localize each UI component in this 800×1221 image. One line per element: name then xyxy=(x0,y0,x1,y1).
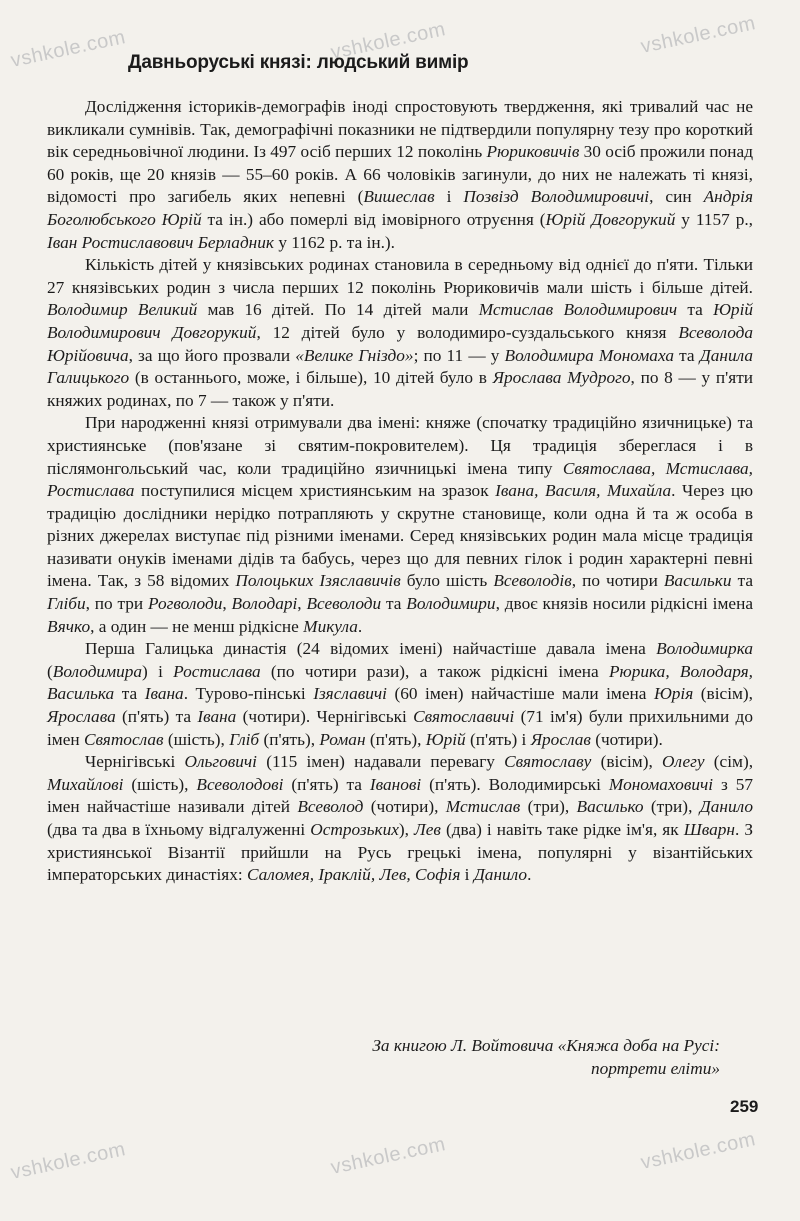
italic-name: Мстислав xyxy=(445,797,521,817)
paragraph xyxy=(47,412,753,638)
watermark-text: vshkole.com xyxy=(8,1138,128,1184)
text-run: (три), xyxy=(520,797,577,817)
text-run: (71 ім'я) були прихильними до імен xyxy=(47,707,753,749)
text-run: і xyxy=(460,865,474,885)
italic-name: Івана xyxy=(197,707,237,727)
source-line: За книгою Л. Войтовича «Княжа доба на Русі: xyxy=(372,1036,720,1055)
italic-name: Олегу xyxy=(662,752,705,772)
italic-name: Всеволод xyxy=(297,797,364,817)
text-run: ( xyxy=(47,661,53,681)
paragraph xyxy=(47,638,753,751)
italic-name: Святослава, Мстислава, Ростислава xyxy=(47,458,753,501)
italic-name: Позвізд Володимировичі xyxy=(463,187,650,207)
italic-name: Іванові xyxy=(369,774,422,794)
text-run: (п'ять) і xyxy=(465,729,531,749)
text-run: у 1157 р., xyxy=(675,209,753,229)
text-run: (шість), xyxy=(123,774,197,794)
watermark-text: vshkole.com xyxy=(8,26,128,72)
italic-name: Святославу xyxy=(504,752,592,772)
text-run: і xyxy=(434,187,464,207)
article-body xyxy=(47,96,753,887)
text-run: , xyxy=(297,594,307,614)
italic-name: Всеволодові xyxy=(196,774,284,794)
text-run: (в останнього, може, і більше), 10 дітей було в xyxy=(129,368,493,388)
italic-name: Володарі xyxy=(231,594,298,614)
text-run: та xyxy=(381,594,407,614)
text-run: (сім), xyxy=(704,752,754,772)
text-run: з 57 імен найчастіше називали дітей xyxy=(47,774,754,817)
text-run: у 1162 р. та ін.). xyxy=(274,232,396,252)
italic-name: Ізяславичі xyxy=(313,684,387,704)
italic-name: Данила Галицького xyxy=(47,345,753,388)
text-run: та xyxy=(674,345,700,365)
text-run: Кількість дітей у князівських родинах становила в середньому від однієї до п'яти. Тільки 27 князівських родин з числа перших 12 поколінь Рюриковичів мали шість і більше дітей. xyxy=(47,255,753,297)
text-run: (чотири). xyxy=(590,729,663,749)
text-run: ) і xyxy=(142,661,174,681)
text-run: поступилися місцем християнським на зразок xyxy=(134,481,496,501)
text-run: Дослідження істориків-демографів іноді спростовують твердження, які тривалий час не викликали сумнівів. Так, демографічні показники не підтвердили популярну тезу про короткий вік середньовічної людини. Із 497 осіб перших 12 поколінь xyxy=(47,97,753,162)
italic-name: Всеволода Юрійовича xyxy=(47,322,754,365)
italic-name: Ольговичі xyxy=(184,752,257,772)
italic-name: Михайлові xyxy=(47,774,124,794)
italic-name: Юрій Володимирович Довгорукий xyxy=(47,300,754,342)
italic-name: Лев xyxy=(414,820,441,839)
italic-name: Вишеслав xyxy=(363,187,435,207)
text-run: (п'ять) та xyxy=(283,774,370,794)
italic-name: Микула xyxy=(303,616,358,636)
italic-name: Острозьких xyxy=(310,820,399,839)
italic-name: Юрій xyxy=(425,729,466,749)
text-run: ), xyxy=(398,820,415,839)
text-run: (чотири). Чернігівські xyxy=(236,707,414,727)
italic-name: Васильки xyxy=(663,571,732,591)
source-line: портрети еліти» xyxy=(590,1059,720,1078)
italic-name: Івана xyxy=(144,684,184,704)
text-run: , син xyxy=(649,187,704,207)
text-run: (п'ять), xyxy=(259,729,320,749)
text-run: . Через цю традицію дослідники нерідко потрапляють у скрутне становище, коли одна й та ж особа в різних джерелах виступає під різними іменами. Серед князівських родин мала місце традиція називати онуків іменами дідів та бабусь, через що для певних гілок і родин характерні певні імена. Так, з 58 відомих xyxy=(47,481,754,591)
watermark-text: vshkole.com xyxy=(638,1128,758,1174)
italic-name: Всеволодів xyxy=(493,571,572,591)
text-run: (по чотири рази), а також рідкісні імена xyxy=(260,661,609,681)
italic-name: Юрія xyxy=(653,684,694,704)
italic-name: Шварн xyxy=(683,820,735,839)
italic-name: Володимири xyxy=(406,594,496,614)
text-run: та ін.) або померлі від імовірного отруєння ( xyxy=(201,209,546,229)
italic-name: Полоцьких Ізяславичів xyxy=(235,571,401,591)
text-run: (п'ять), xyxy=(365,729,426,749)
italic-name: Андрія Боголюбського Юрій xyxy=(47,187,753,229)
italic-name: Данило xyxy=(473,865,528,885)
italic-name: Саломея, Іраклій, Лев, Софія xyxy=(246,865,461,885)
paragraph xyxy=(47,751,753,887)
italic-name: Василько xyxy=(576,797,644,817)
text-run: мав 16 дітей. По 14 дітей мали xyxy=(197,300,479,320)
watermark-text: vshkole.com xyxy=(328,1133,448,1179)
text-run: . Турово-пінські xyxy=(183,684,314,704)
text-run: , за що його прозвали xyxy=(128,345,296,365)
text-run: , по 8 — у п'яти княжих родинах, по 7 — також у п'яти. xyxy=(47,368,754,410)
text-run: (шість), xyxy=(163,729,230,749)
text-run: , по три xyxy=(85,594,149,614)
paragraph xyxy=(47,254,753,412)
text-run: ; по 11 — у xyxy=(413,345,505,365)
text-run: Чернігівські xyxy=(85,752,185,772)
italic-name: Юрій Довгорукий xyxy=(545,209,676,229)
text-run: та xyxy=(677,300,714,320)
text-run: . З християнської Візантії прийшли на Русь грецькі імена, популярні у візантійських імператорських династіях: xyxy=(47,820,753,885)
text-run: (два та два в їхньому відгалуженні xyxy=(47,820,311,839)
italic-name: Рюрика, Володаря, Василька xyxy=(47,661,753,704)
text-run: (чотири), xyxy=(363,797,446,817)
italic-name: Святослав xyxy=(83,729,164,749)
text-run: , по чотири xyxy=(571,571,664,591)
italic-name: Ростислава xyxy=(173,661,261,681)
italic-name: Всеволоди xyxy=(306,594,382,614)
italic-name: «Велике Гніздо» xyxy=(295,345,414,365)
page-title: Давньоруські князі: людський вимір xyxy=(128,52,469,73)
text-run: та xyxy=(114,684,145,704)
text-run: При народженні князі отримували два імені: княже (спочатку традиційно язичницьке) та християнське (пов'язане зі святим-покровителем). Ця традиція збереглася і в післямонгольський час, коли традиційно язичницькі імена типу xyxy=(47,413,753,478)
italic-name: Мстислав Володимирович xyxy=(478,300,678,320)
text-run: (п'ять). Володимирські xyxy=(421,774,609,794)
text-run: було шість xyxy=(400,571,494,591)
italic-name: Роман xyxy=(319,729,366,749)
italic-name: Івана, Василя, Михайла xyxy=(495,481,672,501)
text-run: Перша Галицька династія (24 відомих імені) найчастіше давала імена xyxy=(85,639,657,659)
text-run: (вісім), xyxy=(591,752,663,772)
italic-name: Іван Ростиславович Берладник xyxy=(47,232,274,252)
text-run: , а один — не менш рідкісне xyxy=(90,616,304,636)
italic-name: Володимирка xyxy=(656,639,753,659)
text-run: , двоє князів носили рідкісні імена xyxy=(495,594,753,614)
text-run: та xyxy=(731,571,753,591)
watermark-text: vshkole.com xyxy=(638,12,758,58)
source-citation xyxy=(300,1034,720,1080)
italic-name: Ярослава Мудрого xyxy=(492,368,631,388)
italic-name: Гліби xyxy=(47,594,86,614)
italic-name: Мономаховичі xyxy=(608,774,714,794)
italic-name: Данило xyxy=(699,797,754,817)
text-run: (п'ять) та xyxy=(115,707,198,727)
text-run: (60 імен) найчастіше мали імена xyxy=(386,684,654,704)
italic-name: Ярослав xyxy=(530,729,591,749)
text-run: . xyxy=(357,616,363,636)
text-run: . xyxy=(527,865,532,885)
italic-name: Володимир Великий xyxy=(47,300,198,320)
italic-name: Гліб xyxy=(229,729,260,749)
italic-name: Рогволоди xyxy=(148,594,223,614)
text-run: (115 імен) надавали перевагу xyxy=(256,752,505,772)
italic-name: Ярослава xyxy=(47,707,116,727)
page-number: 259 xyxy=(730,1097,759,1116)
text-run: (вісім), xyxy=(693,684,754,704)
paragraph xyxy=(47,96,753,254)
watermark-text: vshkole.com xyxy=(328,18,448,64)
italic-name: Святославичі xyxy=(413,707,515,727)
italic-name: Рюриковичів xyxy=(486,142,580,162)
text-run: (три), xyxy=(643,797,700,817)
italic-name: Володимира xyxy=(52,661,143,681)
text-run: , xyxy=(222,594,232,614)
italic-name: Володимира Мономаха xyxy=(504,345,675,365)
text-run: , 12 дітей було у володимиро-суздальського князя xyxy=(256,322,679,342)
text-run: 30 осіб прожили понад 60 років, ще 20 князів — 55–60 років. А 66 чоловіків загинули, до них не належать ті князі, відомості про загибель яких непевні ( xyxy=(47,142,753,207)
text-run: (два) і навіть таке рідке ім'я, як xyxy=(440,820,684,839)
italic-name: Вячко xyxy=(47,616,91,636)
